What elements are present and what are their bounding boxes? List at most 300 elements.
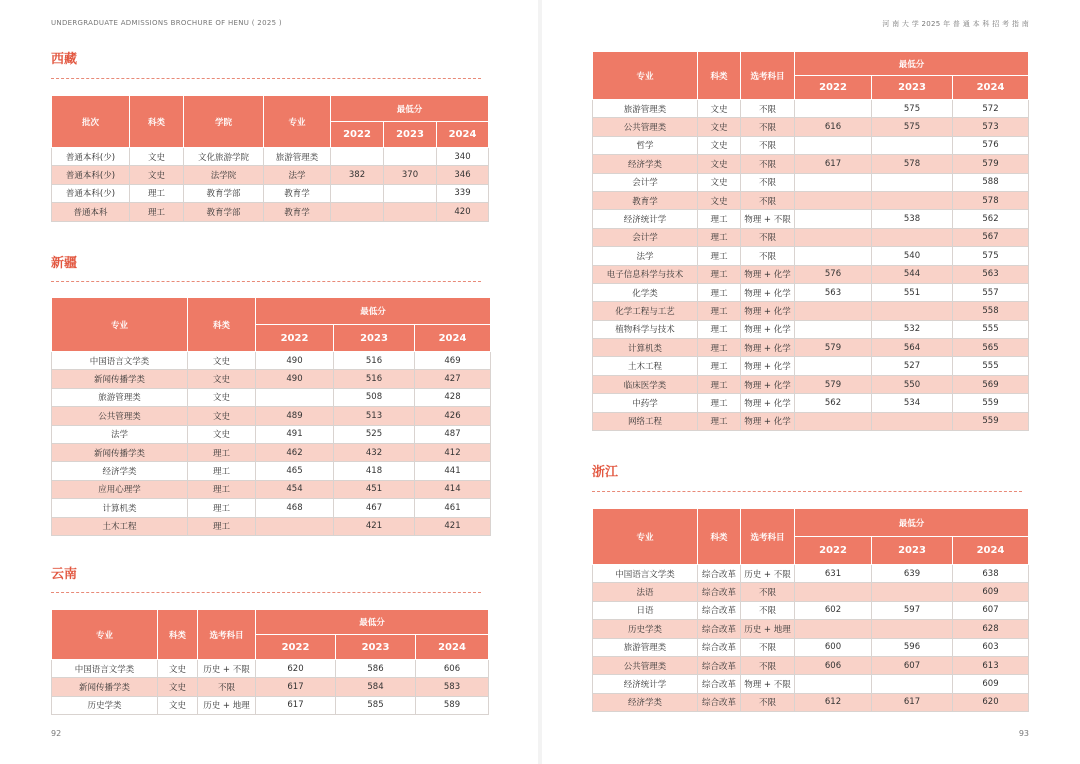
table-row xyxy=(593,100,1029,118)
table-row xyxy=(593,583,1029,601)
table-cell: 不限 xyxy=(741,191,795,209)
table-row xyxy=(52,517,491,535)
section-title-xizang: 西藏 xyxy=(51,52,78,67)
table-cell: 597 xyxy=(872,601,953,619)
table-cell: 文史 xyxy=(130,166,184,184)
table-cell: 中药学 xyxy=(593,394,698,412)
table-cell: 日语 xyxy=(593,601,698,619)
table-cell: 化学类 xyxy=(593,283,698,301)
table-cell: 607 xyxy=(872,656,953,674)
table-cell xyxy=(256,388,334,406)
table-cell: 562 xyxy=(953,210,1029,228)
table-cell: 文史 xyxy=(188,370,256,388)
table-cell: 物理 + 不限 xyxy=(741,675,795,693)
section-divider xyxy=(592,491,1022,492)
table-cell: 新闻传播学类 xyxy=(52,678,158,696)
table-cell: 527 xyxy=(872,357,953,375)
table-cell: 教育学 xyxy=(264,184,331,202)
table-cell: 综合改革 xyxy=(698,620,741,638)
table-cell: 617 xyxy=(256,678,336,696)
table-cell xyxy=(384,184,437,202)
col-header-year: 2023 xyxy=(384,122,437,148)
table-cell: 469 xyxy=(415,352,491,370)
col-header-batch: 批次 xyxy=(52,96,130,148)
col-header-year: 2023 xyxy=(872,537,953,565)
table-cell: 物理 + 化学 xyxy=(741,394,795,412)
table-cell: 551 xyxy=(872,283,953,301)
table-cell: 理工 xyxy=(698,375,741,393)
col-header-min-score: 最低分 xyxy=(795,52,1029,76)
table-cell: 603 xyxy=(953,638,1029,656)
table-cell xyxy=(795,620,872,638)
table-cell: 教育学 xyxy=(264,203,331,221)
table-cell: 562 xyxy=(795,394,872,412)
section-title-yunnan: 云南 xyxy=(51,567,78,582)
table-cell: 576 xyxy=(953,136,1029,154)
table-cell: 新闻传播学类 xyxy=(52,443,188,461)
table-cell xyxy=(872,136,953,154)
table-cell: 418 xyxy=(334,462,415,480)
col-header-min-score: 最低分 xyxy=(256,610,489,635)
table-cell: 578 xyxy=(872,155,953,173)
table-cell: 历史学类 xyxy=(593,620,698,638)
col-header-year: 2023 xyxy=(334,325,415,352)
col-header-year: 2022 xyxy=(256,325,334,352)
table-cell: 理工 xyxy=(698,228,741,246)
table-cell: 文史 xyxy=(698,191,741,209)
table-cell: 576 xyxy=(795,265,872,283)
table-cell: 计算机类 xyxy=(52,499,188,517)
table-cell: 588 xyxy=(953,173,1029,191)
table-cell: 综合改革 xyxy=(698,675,741,693)
table-row xyxy=(52,352,491,370)
table-cell: 639 xyxy=(872,565,953,583)
col-header-major: 专业 xyxy=(52,298,188,352)
col-header-college: 学院 xyxy=(184,96,264,148)
table-row xyxy=(52,184,489,202)
table-cell: 临床医学类 xyxy=(593,375,698,393)
table-cell: 不限 xyxy=(741,693,795,711)
table-cell: 不限 xyxy=(741,136,795,154)
table-cell: 物理 + 化学 xyxy=(741,283,795,301)
table-cell: 物理 + 化学 xyxy=(741,357,795,375)
table-zhejiang xyxy=(592,508,1029,712)
table-cell: 历史 + 不限 xyxy=(741,565,795,583)
table-cell: 620 xyxy=(953,693,1029,711)
table-row xyxy=(593,675,1029,693)
table-cell: 513 xyxy=(334,407,415,425)
table-cell: 会计学 xyxy=(593,173,698,191)
col-header-year: 2023 xyxy=(336,635,416,660)
table-cell: 文史 xyxy=(158,696,198,714)
table-row xyxy=(52,166,489,184)
table-cell: 346 xyxy=(437,166,489,184)
table-cell: 文史 xyxy=(188,352,256,370)
table-cell: 557 xyxy=(953,283,1029,301)
table-row xyxy=(593,412,1029,430)
table-cell: 不限 xyxy=(741,155,795,173)
table-cell: 普通本科(少) xyxy=(52,184,130,202)
table-cell: 589 xyxy=(416,696,489,714)
col-header-year: 2022 xyxy=(256,635,336,660)
table-cell: 不限 xyxy=(198,678,256,696)
table-cell: 490 xyxy=(256,370,334,388)
table-cell: 新闻传播学类 xyxy=(52,370,188,388)
table-cell: 412 xyxy=(415,443,491,461)
table-cell: 573 xyxy=(953,118,1029,136)
table-cell: 420 xyxy=(437,203,489,221)
table-row xyxy=(593,320,1029,338)
table-cell: 普通本科(少) xyxy=(52,166,130,184)
table-cell xyxy=(872,583,953,601)
col-header-min-score: 最低分 xyxy=(795,509,1029,537)
table-cell: 综合改革 xyxy=(698,638,741,656)
table-cell: 606 xyxy=(416,660,489,678)
table-cell: 不限 xyxy=(741,583,795,601)
table-cell: 普通本科(少) xyxy=(52,148,130,166)
table-cell: 555 xyxy=(953,320,1029,338)
table-cell: 文史 xyxy=(188,407,256,425)
table-cell: 旅游管理类 xyxy=(593,100,698,118)
table-cell: 经济学类 xyxy=(52,462,188,480)
table-cell: 不限 xyxy=(741,247,795,265)
table-row xyxy=(52,203,489,221)
table-cell xyxy=(795,228,872,246)
table-cell: 文史 xyxy=(698,100,741,118)
table-cell: 490 xyxy=(256,352,334,370)
table-row xyxy=(593,283,1029,301)
table-cell: 哲学 xyxy=(593,136,698,154)
table-cell: 467 xyxy=(334,499,415,517)
table-cell: 物理 + 化学 xyxy=(741,320,795,338)
table-cell: 历史 + 地理 xyxy=(198,696,256,714)
table-cell xyxy=(795,136,872,154)
col-header-category: 科类 xyxy=(130,96,184,148)
header-right: 河 南 大 学 2025 年 普 通 本 科 招 考 指 南 xyxy=(882,20,1029,28)
table-cell: 428 xyxy=(415,388,491,406)
table-cell: 584 xyxy=(336,678,416,696)
table-cell: 土木工程 xyxy=(593,357,698,375)
table-cell: 370 xyxy=(384,166,437,184)
table-cell: 会计学 xyxy=(593,228,698,246)
table-cell xyxy=(795,302,872,320)
table-cell xyxy=(872,620,953,638)
table-row xyxy=(593,601,1029,619)
table-cell: 文化旅游学院 xyxy=(184,148,264,166)
table-cell: 339 xyxy=(437,184,489,202)
table-cell: 教育学 xyxy=(593,191,698,209)
table-cell: 理工 xyxy=(130,203,184,221)
table-cell: 物理 + 不限 xyxy=(741,210,795,228)
table-row xyxy=(52,660,489,678)
col-header-subjects: 选考科目 xyxy=(741,52,795,100)
table-cell xyxy=(331,148,384,166)
table-cell: 理工 xyxy=(698,357,741,375)
table-cell: 中国语言文学类 xyxy=(52,660,158,678)
table-cell: 465 xyxy=(256,462,334,480)
table-cell: 544 xyxy=(872,265,953,283)
col-header-year: 2024 xyxy=(437,122,489,148)
table-cell: 计算机类 xyxy=(593,339,698,357)
table-cell: 491 xyxy=(256,425,334,443)
table-cell: 461 xyxy=(415,499,491,517)
table-row xyxy=(593,173,1029,191)
table-cell: 538 xyxy=(872,210,953,228)
col-header-major: 专业 xyxy=(264,96,331,148)
table-cell: 382 xyxy=(331,166,384,184)
table-cell: 426 xyxy=(415,407,491,425)
table-row xyxy=(593,638,1029,656)
table-cell: 607 xyxy=(953,601,1029,619)
table-cell: 土木工程 xyxy=(52,517,188,535)
table-cell: 教育学部 xyxy=(184,203,264,221)
table-cell: 文史 xyxy=(158,660,198,678)
table-cell: 606 xyxy=(795,656,872,674)
table-cell: 物理 + 化学 xyxy=(741,265,795,283)
table-cell: 617 xyxy=(872,693,953,711)
table-cell: 综合改革 xyxy=(698,583,741,601)
table-cell: 理工 xyxy=(698,247,741,265)
table-cell: 文史 xyxy=(698,136,741,154)
table-cell xyxy=(795,583,872,601)
table-cell: 596 xyxy=(872,638,953,656)
table-row xyxy=(593,302,1029,320)
table-row xyxy=(593,228,1029,246)
table-cell: 法学 xyxy=(52,425,188,443)
table-cell: 340 xyxy=(437,148,489,166)
table-cell xyxy=(795,675,872,693)
table-cell: 法学 xyxy=(593,247,698,265)
table-cell: 508 xyxy=(334,388,415,406)
table-cell: 化学工程与工艺 xyxy=(593,302,698,320)
table-cell xyxy=(872,412,953,430)
table-row xyxy=(52,696,489,714)
table-row xyxy=(52,480,491,498)
table-row xyxy=(593,265,1029,283)
col-header-year: 2024 xyxy=(953,76,1029,100)
col-header-min-score: 最低分 xyxy=(256,298,491,325)
table-cell: 489 xyxy=(256,407,334,425)
table-cell: 432 xyxy=(334,443,415,461)
table-cell: 经济统计学 xyxy=(593,675,698,693)
table-row xyxy=(593,136,1029,154)
table-cell: 公共管理类 xyxy=(593,656,698,674)
table-cell: 物理 + 化学 xyxy=(741,302,795,320)
table-row xyxy=(593,620,1029,638)
table-cell: 421 xyxy=(334,517,415,535)
table-row xyxy=(52,443,491,461)
table-cell: 法学 xyxy=(264,166,331,184)
table-cell: 经济统计学 xyxy=(593,210,698,228)
table-row xyxy=(52,462,491,480)
table-cell: 网络工程 xyxy=(593,412,698,430)
table-cell xyxy=(795,173,872,191)
table-cell: 理工 xyxy=(188,499,256,517)
table-cell: 550 xyxy=(872,375,953,393)
table-cell: 经济学类 xyxy=(593,155,698,173)
table-cell: 563 xyxy=(795,283,872,301)
table-cell xyxy=(795,247,872,265)
col-header-year: 2024 xyxy=(415,325,491,352)
table-cell xyxy=(256,517,334,535)
section-divider xyxy=(51,281,481,282)
table-cell: 612 xyxy=(795,693,872,711)
table-cell: 理工 xyxy=(698,412,741,430)
table-cell: 468 xyxy=(256,499,334,517)
table-row xyxy=(52,425,491,443)
table-cell: 中国语言文学类 xyxy=(593,565,698,583)
table-cell: 462 xyxy=(256,443,334,461)
table-cell: 法学院 xyxy=(184,166,264,184)
table-cell: 564 xyxy=(872,339,953,357)
table-cell: 理工 xyxy=(130,184,184,202)
table-xizang xyxy=(51,95,489,222)
table-row xyxy=(593,394,1029,412)
table-cell: 451 xyxy=(334,480,415,498)
table-cell: 不限 xyxy=(741,601,795,619)
table-cell xyxy=(872,675,953,693)
col-header-category: 科类 xyxy=(158,610,198,660)
table-cell: 旅游管理类 xyxy=(593,638,698,656)
table-cell: 575 xyxy=(872,118,953,136)
table-cell: 578 xyxy=(953,191,1029,209)
table-cell: 旅游管理类 xyxy=(52,388,188,406)
right-page xyxy=(542,0,1080,764)
table-cell: 631 xyxy=(795,565,872,583)
table-cell xyxy=(795,412,872,430)
table-cell: 532 xyxy=(872,320,953,338)
table-cell: 理工 xyxy=(698,339,741,357)
table-cell: 文史 xyxy=(130,148,184,166)
table-cell: 575 xyxy=(953,247,1029,265)
table-cell: 不限 xyxy=(741,656,795,674)
table-row xyxy=(593,247,1029,265)
table-cell: 600 xyxy=(795,638,872,656)
section-divider xyxy=(51,592,481,593)
table-cell: 585 xyxy=(336,696,416,714)
table-cell: 植物科学与技术 xyxy=(593,320,698,338)
col-header-year: 2022 xyxy=(331,122,384,148)
table-cell xyxy=(872,191,953,209)
table-cell: 理工 xyxy=(698,394,741,412)
col-header-year: 2023 xyxy=(872,76,953,100)
table-cell: 综合改革 xyxy=(698,693,741,711)
table-cell: 572 xyxy=(953,100,1029,118)
table-cell: 理工 xyxy=(188,517,256,535)
table-cell: 不限 xyxy=(741,100,795,118)
table-row xyxy=(52,499,491,517)
table-cell: 历史 + 地理 xyxy=(741,620,795,638)
col-header-category: 科类 xyxy=(188,298,256,352)
table-cell: 文史 xyxy=(188,388,256,406)
table-cell xyxy=(384,148,437,166)
table-cell: 617 xyxy=(795,155,872,173)
table-row xyxy=(593,191,1029,209)
table-row xyxy=(593,375,1029,393)
table-cell: 公共管理类 xyxy=(593,118,698,136)
header-left: UNDERGRADUATE ADMISSIONS BROCHURE OF HENU ( 2025 ) xyxy=(51,19,282,27)
table-cell: 609 xyxy=(953,583,1029,601)
table-cell: 575 xyxy=(872,100,953,118)
table-cell: 物理 + 化学 xyxy=(741,412,795,430)
table-cell: 理工 xyxy=(698,320,741,338)
table-cell: 历史学类 xyxy=(52,696,158,714)
table-cell: 609 xyxy=(953,675,1029,693)
table-cell xyxy=(331,203,384,221)
col-header-category: 科类 xyxy=(698,52,741,100)
table-cell: 534 xyxy=(872,394,953,412)
table-cell: 441 xyxy=(415,462,491,480)
table-cell xyxy=(795,357,872,375)
table-cell xyxy=(872,302,953,320)
table-cell: 经济学类 xyxy=(593,693,698,711)
table-row xyxy=(593,357,1029,375)
table-cell xyxy=(795,210,872,228)
table-cell: 638 xyxy=(953,565,1029,583)
table-cell: 物理 + 化学 xyxy=(741,375,795,393)
table-cell: 616 xyxy=(795,118,872,136)
table-cell xyxy=(384,203,437,221)
table-cell: 628 xyxy=(953,620,1029,638)
table-cell: 文史 xyxy=(698,173,741,191)
table-cell: 综合改革 xyxy=(698,601,741,619)
table-yunnan-continued xyxy=(592,51,1029,431)
col-header-subjects: 选考科目 xyxy=(741,509,795,565)
table-cell: 物理 + 化学 xyxy=(741,339,795,357)
table-cell: 579 xyxy=(795,375,872,393)
table-cell: 563 xyxy=(953,265,1029,283)
table-cell: 559 xyxy=(953,412,1029,430)
table-cell: 公共管理类 xyxy=(52,407,188,425)
table-cell: 516 xyxy=(334,370,415,388)
table-cell: 558 xyxy=(953,302,1029,320)
table-cell: 历史 + 不限 xyxy=(198,660,256,678)
table-cell: 理工 xyxy=(188,480,256,498)
table-row xyxy=(593,210,1029,228)
table-cell: 综合改革 xyxy=(698,565,741,583)
section-divider xyxy=(51,78,481,79)
table-cell: 516 xyxy=(334,352,415,370)
table-xinjiang xyxy=(51,297,491,536)
table-cell: 电子信息科学与技术 xyxy=(593,265,698,283)
table-cell: 569 xyxy=(953,375,1029,393)
table-cell: 454 xyxy=(256,480,334,498)
table-cell: 487 xyxy=(415,425,491,443)
table-cell: 565 xyxy=(953,339,1029,357)
table-row xyxy=(593,339,1029,357)
section-title-xinjiang: 新疆 xyxy=(51,256,78,271)
col-header-major: 专业 xyxy=(593,52,698,100)
table-cell: 旅游管理类 xyxy=(264,148,331,166)
table-cell: 567 xyxy=(953,228,1029,246)
table-cell: 不限 xyxy=(741,173,795,191)
table-cell: 559 xyxy=(953,394,1029,412)
table-row xyxy=(52,678,489,696)
col-header-year: 2024 xyxy=(953,537,1029,565)
table-cell: 540 xyxy=(872,247,953,265)
table-row xyxy=(593,118,1029,136)
left-page xyxy=(0,0,538,764)
section-title-zhejiang: 浙江 xyxy=(592,465,619,480)
table-cell: 文史 xyxy=(188,425,256,443)
table-cell: 应用心理学 xyxy=(52,480,188,498)
table-cell: 理工 xyxy=(698,283,741,301)
table-row xyxy=(52,388,491,406)
table-cell: 579 xyxy=(795,339,872,357)
table-cell: 理工 xyxy=(698,302,741,320)
table-cell xyxy=(872,173,953,191)
col-header-min-score: 最低分 xyxy=(331,96,489,122)
